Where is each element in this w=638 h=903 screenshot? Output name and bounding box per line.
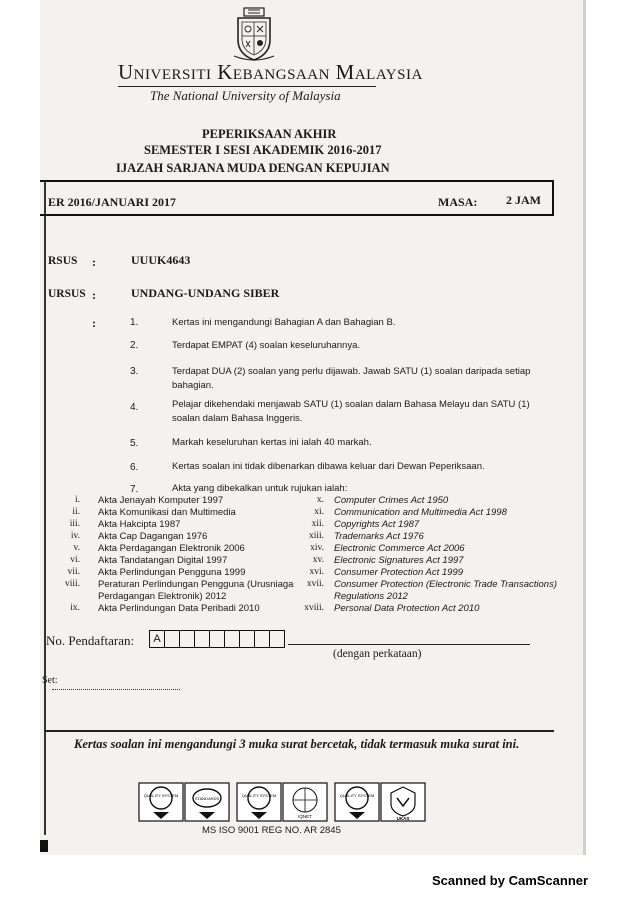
act-number: xii.: [311, 519, 324, 529]
signature-label: Set:: [42, 675, 58, 686]
act-number: ix.: [70, 603, 80, 613]
semester-title: SEMESTER I SESI AKADEMIK 2016-2017: [144, 143, 382, 157]
registration-box[interactable]: [179, 630, 195, 648]
registration-box[interactable]: [239, 630, 255, 648]
course-name: UNDANG-UNDANG SIBER: [131, 286, 280, 300]
course-code-label: RSUS: [48, 255, 78, 267]
act-english-name: Consumer Protection (Electronic Trade Transactions) Regulations 2012: [334, 579, 557, 602]
act-english-name: Personal Data Protection Act 2010: [334, 603, 480, 614]
act-number: xvi.: [309, 567, 324, 577]
registration-number-boxes[interactable]: [150, 630, 285, 648]
registration-box[interactable]: [164, 630, 180, 648]
paper-edge-shadow: [583, 0, 586, 855]
course-name-label: URSUS: [48, 288, 86, 300]
instruction-text: Markah keseluruhan kertas ini ialah 40 markah.: [172, 437, 372, 448]
act-malay-name: Akta Komunikasi dan Multimedia: [98, 507, 236, 518]
course-name-colon: :: [92, 288, 96, 302]
logo-label: QUALITY SYSTEM: [241, 793, 277, 798]
ukas-logo: [380, 782, 426, 822]
page-count-note: Kertas soalan ini mengandungi 3 muka surat bercetak, tidak termasuk muka surat ini.: [74, 737, 520, 751]
act-number: ii.: [72, 507, 80, 517]
act-number: xvii.: [306, 579, 324, 589]
act-malay-name: Peraturan Perlindungan Pengguna (Urusniaga Perdagangan Elektronik) 2012: [98, 579, 294, 602]
registration-box[interactable]: [194, 630, 210, 648]
act-number: vi.: [70, 555, 80, 565]
iqnet-logo: [282, 782, 328, 822]
university-crest-logo: [230, 6, 278, 64]
instruction-number: 7.: [130, 484, 139, 495]
act-english-name: Computer Crimes Act 1950: [334, 495, 449, 506]
act-malay-name: Akta Hakcipta 1987: [98, 519, 181, 530]
registration-box[interactable]: [209, 630, 225, 648]
duration-value: 2 JAM: [506, 193, 541, 207]
logo-label: IQNET: [298, 814, 312, 819]
act-english-name: Electronic Signatures Act 1997: [334, 555, 464, 566]
logo-label: STANDARDS: [194, 796, 220, 801]
course-code: UUUK4643: [131, 253, 191, 267]
instruction-text: Kertas soalan ini tidak dibenarkan dibawa keluar dari Dewan Peperiksaan.: [172, 461, 485, 472]
registration-words-label: (dengan perkataan): [333, 648, 422, 660]
act-english-name: Consumer Protection Act 1999: [334, 567, 464, 578]
instruction-text: Akta yang dibekalkan untuk rujukan ialah:: [172, 483, 348, 494]
instruction-text: Terdapat DUA (2) soalan yang perlu dijawab. Jawab SATU (1) soalan daripada setiap bahagian.: [172, 366, 531, 391]
signature-line[interactable]: [52, 689, 180, 690]
instruction-number: 4.: [130, 402, 139, 413]
binding-line: [44, 180, 46, 835]
course-code-colon: :: [92, 255, 96, 269]
logo-label: QUALITY SYSTEM: [339, 793, 375, 798]
instructions-colon: :: [92, 316, 96, 330]
act-english-name: Trademarks Act 1976: [334, 531, 424, 542]
registration-box[interactable]: [269, 630, 285, 648]
instruction-number: 3.: [130, 366, 139, 377]
registration-label: No. Pendaftaran:: [46, 633, 135, 648]
quality-system-logo: [334, 782, 380, 822]
instruction-text: Terdapat EMPAT (4) soalan keseluruhannya.: [172, 340, 360, 351]
registration-words-line[interactable]: [288, 644, 530, 645]
university-underline: [118, 86, 376, 87]
quality-system-logo: [236, 782, 282, 822]
university-name-english: The National University of Malaysia: [150, 88, 341, 103]
instruction-text: Kertas ini mengandungi Bahagian A dan Bahagian B.: [172, 317, 396, 328]
act-malay-name: Akta Cap Dagangan 1976: [98, 531, 208, 542]
act-malay-name: Akta Perlindungan Pengguna 1999: [98, 567, 246, 578]
instruction-number: 5.: [130, 438, 139, 449]
act-malay-name: Akta Tandatangan Digital 1997: [98, 555, 228, 566]
logo-label: QUALITY SYSTEM: [143, 793, 179, 798]
act-english-name: Communication and Multimedia Act 1998: [334, 507, 507, 518]
scanner-watermark: Scanned by CamScanner: [432, 873, 589, 888]
instruction-number: 1.: [130, 317, 139, 328]
act-number: xv.: [312, 555, 324, 565]
act-number: x.: [316, 495, 324, 505]
act-number: iv.: [70, 531, 80, 541]
degree-title: IJAZAH SARJANA MUDA DENGAN KEPUJIAN: [116, 161, 390, 175]
act-malay-name: Akta Perlindungan Data Peribadi 2010: [98, 603, 260, 614]
exam-title: PEPERIKSAAN AKHIR: [202, 127, 337, 141]
quality-system-logo: [138, 782, 184, 822]
act-number: xi.: [314, 507, 324, 517]
act-number: v.: [73, 543, 80, 553]
corner-mark: [40, 840, 48, 852]
act-number: iii.: [69, 519, 80, 529]
registration-box[interactable]: A: [149, 630, 165, 648]
registration-box[interactable]: [254, 630, 270, 648]
act-number: i.: [74, 495, 80, 505]
act-number: xiii.: [308, 531, 324, 541]
registration-box[interactable]: [224, 630, 240, 648]
footer-rule: [44, 730, 554, 732]
university-name: Universiti Kebangsaan Malaysia: [118, 60, 423, 84]
instruction-number: 6.: [130, 462, 139, 473]
act-english-name: Electronic Commerce Act 2006: [334, 543, 465, 554]
instruction-text: Pelajar dikehendaki menjawab SATU (1) soalan dalam Bahasa Melayu dan SATU (1) soalan dalam Bahasa Inggeris.: [172, 399, 530, 424]
act-english-name: Copyrights Act 1987: [334, 519, 420, 530]
exam-date: ER 2016/JANUARI 2017: [48, 195, 177, 209]
standards-logo: [184, 782, 230, 822]
iso-registration: MS ISO 9001 REG NO. AR 2845: [202, 825, 341, 836]
duration-label: MASA:: [438, 195, 478, 209]
instruction-number: 2.: [130, 340, 139, 351]
act-number: xviii.: [304, 603, 324, 613]
act-number: vii.: [67, 567, 80, 577]
act-number: viii.: [64, 579, 80, 589]
act-malay-name: Akta Perdagangan Elektronik 2006: [98, 543, 245, 554]
act-malay-name: Akta Jenayah Komputer 1997: [98, 495, 224, 506]
act-number: xiv.: [310, 543, 324, 553]
logo-label: UKAS: [396, 816, 410, 821]
